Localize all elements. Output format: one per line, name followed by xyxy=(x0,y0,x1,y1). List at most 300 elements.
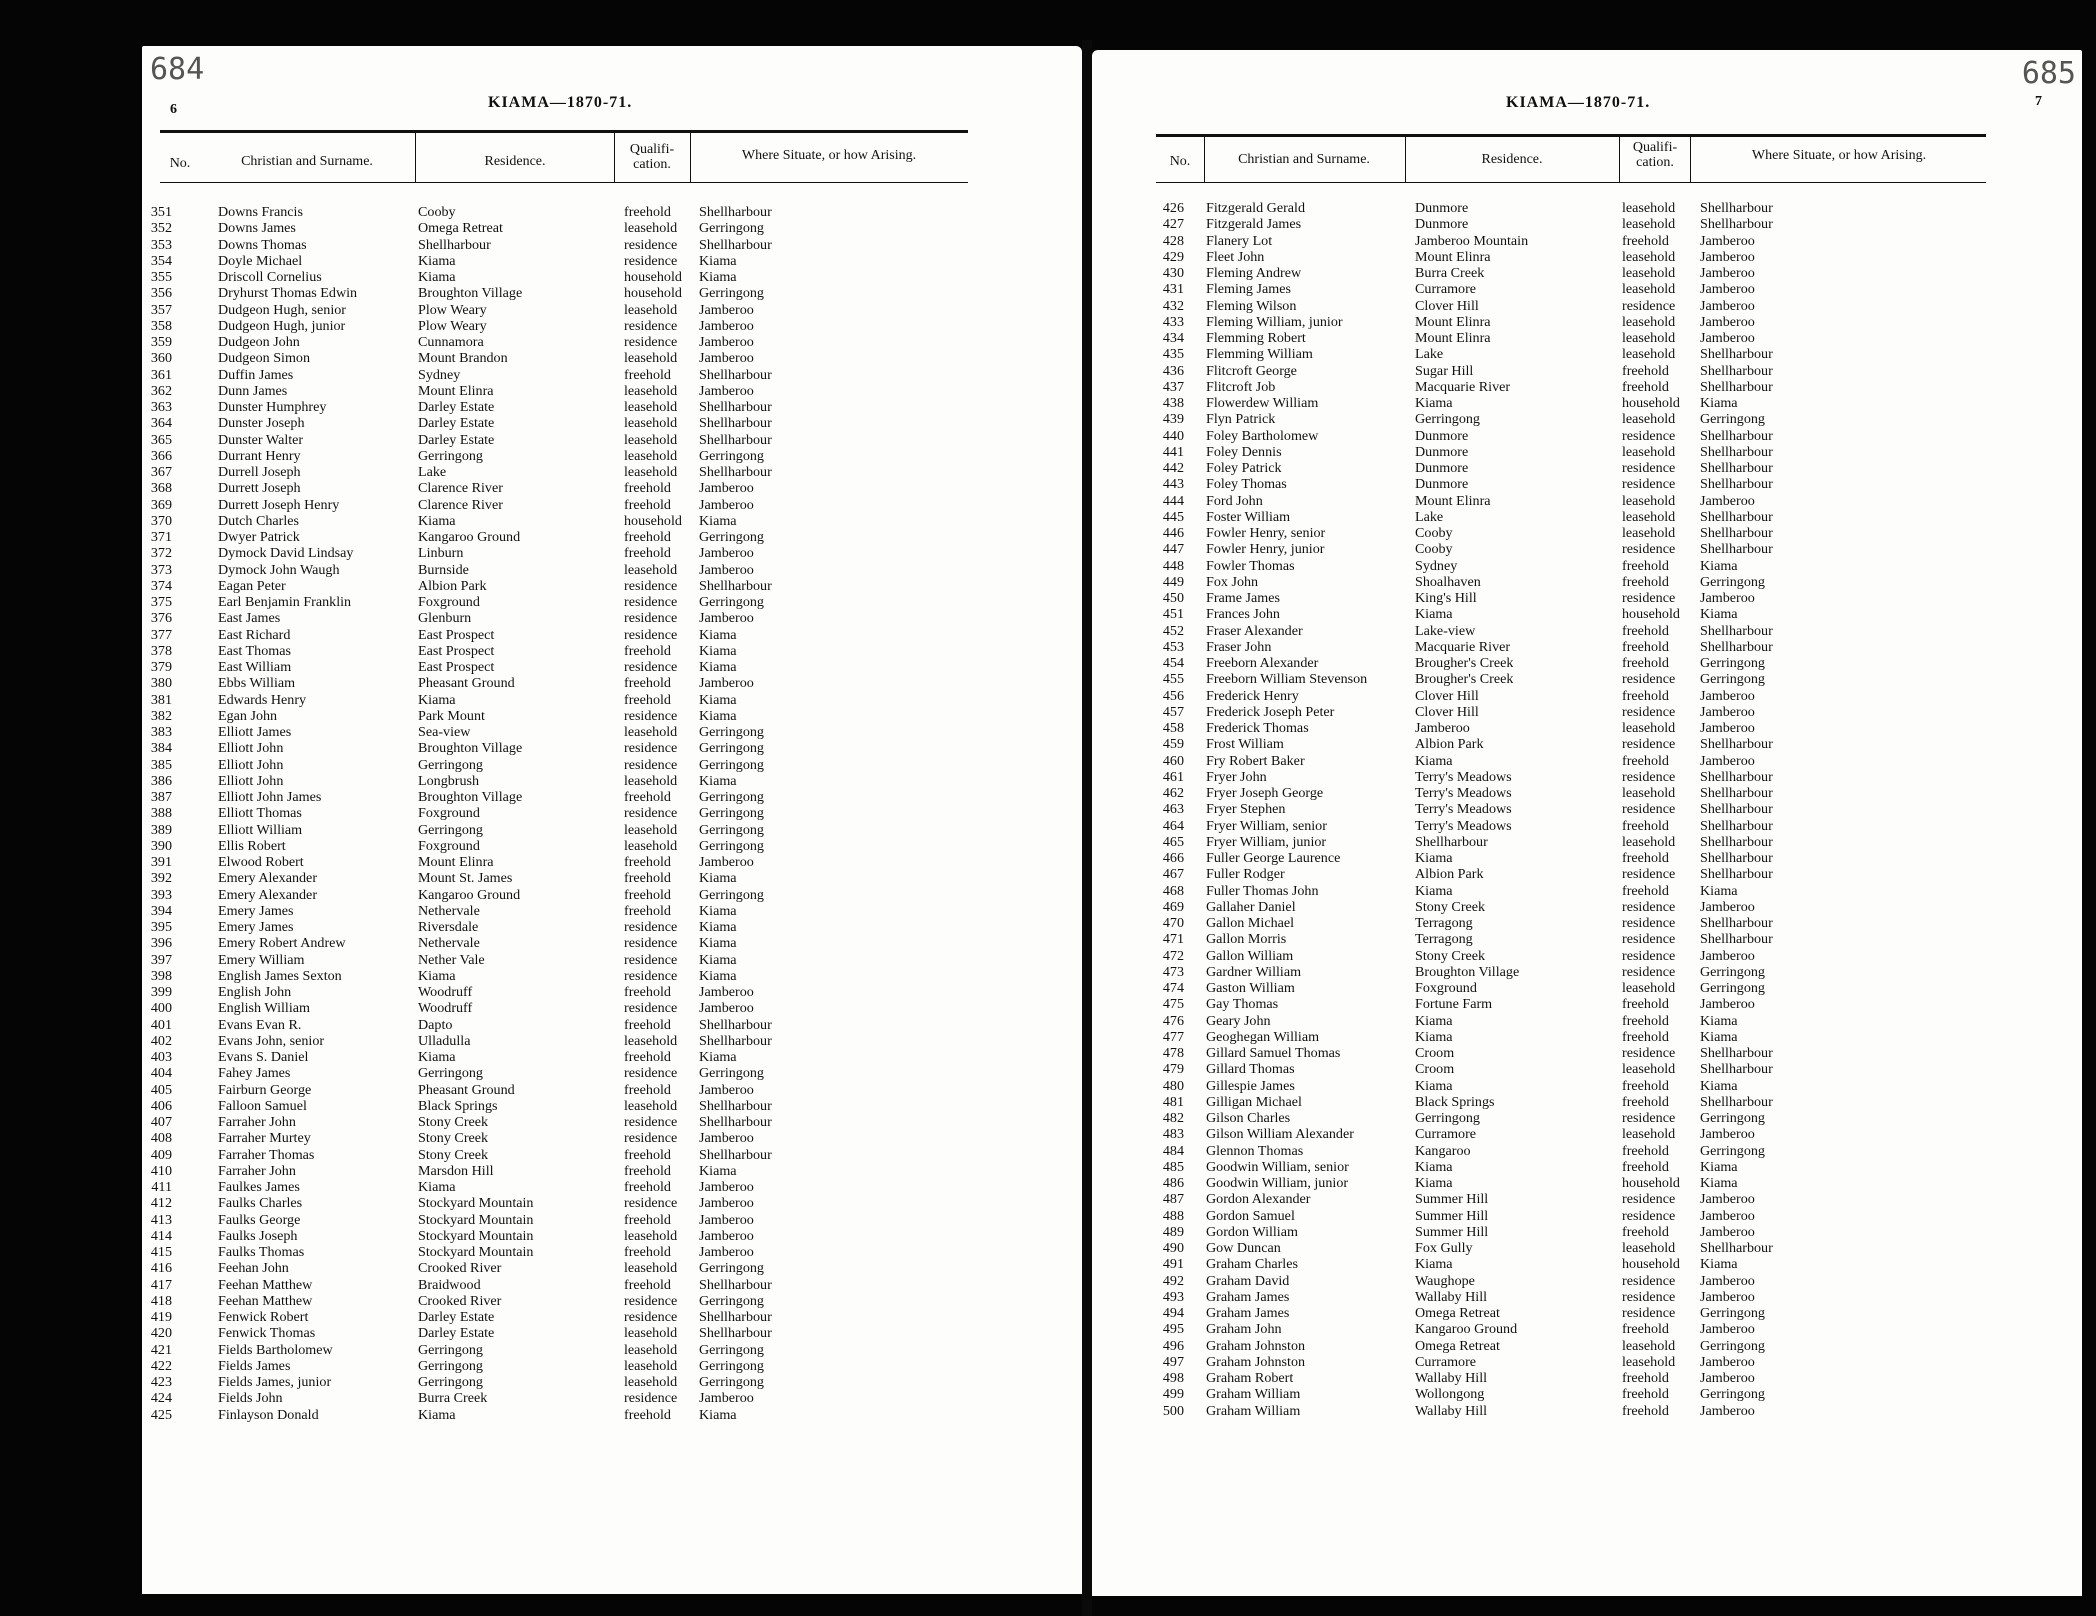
row-where: Shellharbour xyxy=(699,399,772,415)
row-number: 469 xyxy=(1162,898,1184,915)
row-number: 354 xyxy=(150,252,172,269)
row-qualification: residence xyxy=(1622,671,1676,688)
row-name: Durrett Joseph xyxy=(218,480,301,497)
row-residence: Stony Creek xyxy=(418,1130,489,1147)
row-number: 385 xyxy=(150,756,172,773)
row-number: 409 xyxy=(150,1146,172,1163)
row-residence: Dapto xyxy=(418,1016,453,1033)
row-name: Duffin James xyxy=(218,366,294,383)
row-name: Frederick Thomas xyxy=(1206,720,1309,736)
row-name: Gallon Michael xyxy=(1206,915,1295,931)
row-number: 412 xyxy=(150,1195,172,1212)
row-qualification: residence xyxy=(624,740,678,757)
row-where: Gerringong xyxy=(1700,1110,1765,1126)
row-name: Durrell Joseph xyxy=(218,464,301,480)
row-name: Dwyer Patrick xyxy=(218,529,300,545)
row-qualification: household xyxy=(624,269,682,285)
row-number: 404 xyxy=(150,1065,172,1082)
row-name: Fields James, junior xyxy=(218,1374,332,1390)
row-residence: Mount St. James xyxy=(418,870,513,887)
row-name: Flowerdew William xyxy=(1206,395,1319,411)
row-where: Gerringong xyxy=(1700,411,1765,428)
row-where: Kiama xyxy=(1700,557,1738,574)
row-name: Fowler Henry, junior xyxy=(1206,541,1325,558)
row-number: 462 xyxy=(1162,785,1184,801)
row-number: 454 xyxy=(1162,655,1184,671)
header-qualification: Qualifi- cation. xyxy=(629,142,675,172)
row-residence: Gerringong xyxy=(418,1341,483,1358)
row-name: Doyle Michael xyxy=(218,252,303,269)
row-name: Fields James xyxy=(218,1357,291,1374)
row-number: 486 xyxy=(1162,1175,1184,1191)
row-qualification: residence xyxy=(624,951,678,968)
row-name: Dudgeon Simon xyxy=(218,350,311,367)
header-where: Where Situate, or how Arising. xyxy=(741,148,917,163)
row-name: Fenwick Robert xyxy=(218,1309,309,1325)
row-qualification: freehold xyxy=(624,886,671,903)
row-name: Downs Thomas xyxy=(218,236,307,253)
table-row xyxy=(142,399,1082,415)
row-qualification: freehold xyxy=(624,1276,671,1293)
row-residence: Croom xyxy=(1415,1061,1455,1078)
row-where: Shellharbour xyxy=(1700,443,1773,460)
row-where: Shellharbour xyxy=(699,415,772,432)
row-name: Fairburn George xyxy=(218,1081,312,1098)
table-row xyxy=(142,1195,1082,1211)
row-name: Emery William xyxy=(218,951,305,968)
row-number: 452 xyxy=(1162,622,1184,639)
table-row xyxy=(1092,216,2082,232)
table-row xyxy=(1092,623,2082,639)
row-name: Frost William xyxy=(1206,736,1284,753)
table-row xyxy=(142,903,1082,919)
row-qualification: leasehold xyxy=(1622,1240,1676,1256)
row-qualification: leasehold xyxy=(624,1341,678,1358)
row-qualification: household xyxy=(1622,395,1680,411)
table-row xyxy=(142,204,1082,220)
row-name: Flyn Patrick xyxy=(1206,411,1276,428)
row-residence: Kiama xyxy=(418,1179,456,1195)
table-row xyxy=(1092,736,2082,752)
table-row xyxy=(1092,590,2082,606)
row-where: Shellharbour xyxy=(1700,1240,1773,1256)
row-name: Gallaher Daniel xyxy=(1206,898,1296,915)
row-name: Elliott John xyxy=(218,772,284,789)
row-residence: Kiama xyxy=(418,691,456,708)
row-name: Fields Bartholomew xyxy=(218,1341,333,1358)
row-number: 445 xyxy=(1162,508,1184,525)
row-residence: Linburn xyxy=(418,545,464,562)
row-number: 494 xyxy=(1162,1305,1184,1321)
row-residence: Mount Elinra xyxy=(1415,313,1491,330)
row-residence: Wallaby Hill xyxy=(1415,1288,1488,1305)
row-residence: Clover Hill xyxy=(1415,703,1479,720)
row-where: Shellharbour xyxy=(699,1309,772,1325)
row-qualification: residence xyxy=(624,594,678,610)
table-row xyxy=(142,919,1082,935)
row-number: 430 xyxy=(1162,265,1184,281)
row-where: Jamberoo xyxy=(699,496,754,513)
right-page xyxy=(1092,50,2082,1596)
table-row xyxy=(142,1163,1082,1179)
row-number: 414 xyxy=(150,1227,172,1244)
row-residence: Riversdale xyxy=(418,919,479,935)
row-name: Fowler Thomas xyxy=(1206,557,1295,574)
left-page xyxy=(142,46,1082,1594)
row-number: 353 xyxy=(150,236,172,253)
table-row xyxy=(1092,606,2082,622)
table-row xyxy=(1092,1078,2082,1094)
row-where: Shellharbour xyxy=(1700,736,1773,753)
row-residence: Broughton Village xyxy=(418,740,523,757)
row-where: Jamberoo xyxy=(699,1211,754,1228)
row-name: Evans Evan R. xyxy=(218,1016,302,1033)
row-qualification: residence xyxy=(624,1130,678,1147)
row-qualification: residence xyxy=(1622,1272,1676,1289)
row-qualification: freehold xyxy=(1622,1028,1669,1045)
row-number: 464 xyxy=(1162,817,1184,834)
row-where: Shellharbour xyxy=(1700,541,1773,558)
table-row xyxy=(1092,411,2082,427)
header-bottom-rule xyxy=(1156,182,1986,183)
row-residence: Fortune Farm xyxy=(1415,996,1493,1013)
row-name: Fox John xyxy=(1206,573,1259,590)
row-where: Gerringong xyxy=(1700,1305,1765,1321)
row-qualification: leasehold xyxy=(1622,833,1676,850)
row-qualification: household xyxy=(624,285,682,302)
row-where: Jamberoo xyxy=(699,480,754,497)
row-name: Eagan Peter xyxy=(218,577,286,594)
table-row xyxy=(142,237,1082,253)
row-name: Elliott Thomas xyxy=(218,805,302,822)
row-residence: Curramore xyxy=(1415,281,1477,298)
right-page-number: 7 xyxy=(2035,94,2042,109)
row-number: 468 xyxy=(1162,882,1184,899)
row-name: Gow Duncan xyxy=(1206,1240,1281,1256)
book-spine xyxy=(1082,40,1092,1616)
row-number: 406 xyxy=(150,1097,172,1114)
row-number: 483 xyxy=(1162,1126,1184,1143)
table-row xyxy=(142,432,1082,448)
table-row xyxy=(142,367,1082,383)
row-qualification: freehold xyxy=(624,675,671,692)
row-number: 423 xyxy=(150,1374,172,1390)
row-qualification: freehold xyxy=(624,1211,671,1228)
row-qualification: freehold xyxy=(1622,1077,1669,1094)
row-number: 418 xyxy=(150,1292,172,1309)
row-name: Goodwin William, senior xyxy=(1206,1158,1349,1175)
row-qualification: leasehold xyxy=(1622,1337,1676,1354)
row-where: Shellharbour xyxy=(699,1016,772,1033)
table-row xyxy=(142,724,1082,740)
row-number: 426 xyxy=(1162,200,1184,216)
row-residence: Gerringong xyxy=(418,756,483,773)
row-number: 410 xyxy=(150,1162,172,1179)
row-residence: Pheasant Ground xyxy=(418,1081,515,1098)
row-where: Gerringong xyxy=(699,1374,764,1390)
row-where: Shellharbour xyxy=(699,1146,772,1163)
row-qualification: freehold xyxy=(1622,817,1669,834)
row-number: 364 xyxy=(150,415,172,432)
row-number: 496 xyxy=(1162,1337,1184,1354)
row-qualification: residence xyxy=(624,317,678,334)
row-where: Gerringong xyxy=(1700,671,1765,688)
row-number: 424 xyxy=(150,1390,172,1407)
row-qualification: freehold xyxy=(1622,687,1669,704)
row-residence: Jamberoo xyxy=(1415,720,1470,736)
row-qualification: leasehold xyxy=(1622,330,1676,346)
header-no: No. xyxy=(169,156,191,171)
table-row xyxy=(1092,785,2082,801)
row-residence: King's Hill xyxy=(1415,590,1477,606)
row-qualification: leasehold xyxy=(624,837,678,854)
row-qualification: freehold xyxy=(1622,1093,1669,1110)
row-residence: Kiama xyxy=(418,269,456,285)
row-where: Kiama xyxy=(1700,882,1738,899)
row-qualification: freehold xyxy=(1622,1402,1669,1419)
row-qualification: leasehold xyxy=(624,464,678,480)
row-name: Graham William xyxy=(1206,1386,1301,1403)
row-name: Falloon Samuel xyxy=(218,1097,307,1114)
row-qualification: residence xyxy=(624,1390,678,1407)
row-where: Kiama xyxy=(1700,1028,1738,1045)
table-row xyxy=(1092,1354,2082,1370)
table-row xyxy=(142,545,1082,561)
row-number: 363 xyxy=(150,399,172,415)
row-name: Fuller Rodger xyxy=(1206,866,1285,883)
row-qualification: freehold xyxy=(624,642,671,659)
row-name: Faulkes James xyxy=(218,1179,300,1195)
table-row xyxy=(1092,525,2082,541)
row-residence: Gerringong xyxy=(1415,411,1480,428)
row-number: 355 xyxy=(150,269,172,285)
row-where: Gerringong xyxy=(699,1065,764,1082)
table-row xyxy=(1092,688,2082,704)
row-number: 492 xyxy=(1162,1272,1184,1289)
row-residence: Lake-view xyxy=(1415,622,1476,639)
row-where: Jamberoo xyxy=(1700,265,1755,281)
table-row xyxy=(142,334,1082,350)
row-qualification: freehold xyxy=(624,1049,671,1065)
row-where: Gerringong xyxy=(699,837,764,854)
row-qualification: residence xyxy=(624,1114,678,1130)
row-name: Frederick Joseph Peter xyxy=(1206,703,1335,720)
row-name: Fitzgerald Gerald xyxy=(1206,200,1306,216)
row-where: Kiama xyxy=(699,967,737,984)
row-where: Shellharbour xyxy=(1700,1061,1773,1078)
row-qualification: freehold xyxy=(1622,378,1669,395)
row-name: Flitcroft George xyxy=(1206,362,1297,379)
row-qualification: freehold xyxy=(1622,996,1669,1013)
row-residence: Plow Weary xyxy=(418,317,487,334)
right-page-title: KIAMA—1870-71. xyxy=(1506,94,1651,111)
row-residence: Ulladulla xyxy=(418,1032,471,1049)
row-name: Flanery Lot xyxy=(1206,232,1273,249)
row-qualification: residence xyxy=(624,805,678,822)
table-row xyxy=(1092,720,2082,736)
row-name: Gilligan Michael xyxy=(1206,1093,1302,1110)
table-row xyxy=(1092,948,2082,964)
table-row xyxy=(142,350,1082,366)
row-number: 386 xyxy=(150,772,172,789)
row-residence: Park Mount xyxy=(418,707,485,724)
row-residence: Burra Creek xyxy=(418,1390,488,1407)
table-row xyxy=(1092,850,2082,866)
row-number: 393 xyxy=(150,886,172,903)
row-name: Fryer Stephen xyxy=(1206,801,1286,818)
row-name: Farraher Thomas xyxy=(218,1146,315,1163)
row-where: Shellharbour xyxy=(699,1325,772,1342)
row-qualification: residence xyxy=(1622,915,1676,931)
table-row xyxy=(142,302,1082,318)
row-qualification: freehold xyxy=(1622,557,1669,574)
row-where: Jamberoo xyxy=(1700,1321,1755,1338)
row-name: Gillespie James xyxy=(1206,1077,1295,1094)
row-where: Gerringong xyxy=(699,1341,764,1358)
row-where: Kiama xyxy=(699,951,737,968)
row-where: Jamberoo xyxy=(699,545,754,562)
row-residence: Kiama xyxy=(1415,395,1453,411)
row-number: 399 xyxy=(150,984,172,1000)
row-residence: Croom xyxy=(1415,1045,1455,1061)
row-name: Graham David xyxy=(1206,1272,1290,1289)
row-residence: Sugar Hill xyxy=(1415,362,1474,379)
row-number: 478 xyxy=(1162,1045,1184,1061)
row-residence: Braidwood xyxy=(418,1276,481,1293)
table-row xyxy=(142,870,1082,886)
header-top-rule xyxy=(160,130,968,133)
row-qualification: residence xyxy=(1622,736,1676,753)
row-name: Graham William xyxy=(1206,1402,1301,1419)
row-name: Dudgeon John xyxy=(218,334,300,350)
row-number: 420 xyxy=(150,1325,172,1342)
row-qualification: freehold xyxy=(1622,1223,1669,1240)
table-row xyxy=(1092,1256,2082,1272)
header-where: Where Situate, or how Arising. xyxy=(1751,148,1927,163)
row-number: 358 xyxy=(150,317,172,334)
row-number: 432 xyxy=(1162,297,1184,314)
row-name: Foley Dennis xyxy=(1206,443,1282,460)
row-residence: Terry's Meadows xyxy=(1415,801,1512,818)
row-where: Jamberoo xyxy=(699,610,754,627)
row-number: 466 xyxy=(1162,850,1184,866)
table-row xyxy=(142,708,1082,724)
table-row xyxy=(142,1325,1082,1341)
table-row xyxy=(142,383,1082,399)
row-name: Fryer John xyxy=(1206,768,1267,785)
row-number: 359 xyxy=(150,334,172,350)
row-residence: Clover Hill xyxy=(1415,297,1479,314)
row-name: Frederick Henry xyxy=(1206,687,1299,704)
row-qualification: leasehold xyxy=(624,350,678,367)
row-number: 461 xyxy=(1162,768,1184,785)
row-name: Gillard Samuel Thomas xyxy=(1206,1045,1341,1061)
row-where: Jamberoo xyxy=(699,1195,754,1212)
row-where: Kiama xyxy=(1700,606,1738,623)
row-name: Feehan Matthew xyxy=(218,1292,313,1309)
row-number: 489 xyxy=(1162,1223,1184,1240)
row-name: Graham James xyxy=(1206,1288,1290,1305)
table-row xyxy=(142,1374,1082,1390)
table-row xyxy=(1092,899,2082,915)
row-number: 373 xyxy=(150,561,172,578)
table-row xyxy=(1092,931,2082,947)
row-residence: Dunmore xyxy=(1415,443,1469,460)
row-where: Jamberoo xyxy=(699,984,754,1000)
row-where: Kiama xyxy=(699,1049,737,1065)
row-residence: Crooked River xyxy=(418,1292,502,1309)
row-number: 455 xyxy=(1162,671,1184,688)
row-where: Kiama xyxy=(1700,1077,1738,1094)
row-where: Jamberoo xyxy=(699,1244,754,1260)
row-residence: Kiama xyxy=(1415,606,1453,623)
table-row xyxy=(142,659,1082,675)
row-number: 378 xyxy=(150,642,172,659)
row-qualification: residence xyxy=(1622,1288,1676,1305)
row-qualification: leasehold xyxy=(624,772,678,789)
row-number: 411 xyxy=(151,1179,172,1195)
row-number: 435 xyxy=(1162,346,1184,363)
row-name: Faulks George xyxy=(218,1211,301,1228)
row-residence: Mount Elinra xyxy=(1415,248,1491,265)
row-name: Elliott William xyxy=(218,821,303,838)
row-residence: Gerringong xyxy=(418,821,483,838)
row-residence: Brougher's Creek xyxy=(1415,655,1514,671)
table-row xyxy=(142,952,1082,968)
row-qualification: household xyxy=(1622,1175,1680,1191)
row-where: Shellharbour xyxy=(1700,362,1773,379)
table-row xyxy=(1092,769,2082,785)
row-residence: Cooby xyxy=(418,204,456,220)
table-row xyxy=(142,1049,1082,1065)
row-qualification: freehold xyxy=(624,902,671,919)
row-qualification: leasehold xyxy=(624,220,678,237)
header-qualification: Qualifi- cation. xyxy=(1632,140,1678,170)
table-row xyxy=(142,415,1082,431)
row-residence: Dunmore xyxy=(1415,200,1469,216)
column-divider xyxy=(415,133,416,182)
row-name: Gordon Samuel xyxy=(1206,1207,1295,1224)
row-residence: Mount Brandon xyxy=(418,350,508,367)
row-number: 433 xyxy=(1162,313,1184,330)
row-where: Gerringong xyxy=(699,529,764,545)
row-name: Fuller Thomas John xyxy=(1206,882,1319,899)
table-row xyxy=(1092,1013,2082,1029)
table-row xyxy=(142,220,1082,236)
row-qualification: residence xyxy=(624,707,678,724)
table-row xyxy=(142,805,1082,821)
row-name: Emery Alexander xyxy=(218,886,318,903)
table-row xyxy=(1092,1273,2082,1289)
row-number: 396 xyxy=(150,935,172,952)
table-row xyxy=(142,838,1082,854)
table-row xyxy=(142,1098,1082,1114)
row-name: Ellis Robert xyxy=(218,837,286,854)
row-residence: Kiama xyxy=(1415,882,1453,899)
row-number: 490 xyxy=(1162,1240,1184,1256)
row-number: 442 xyxy=(1162,460,1184,476)
table-row xyxy=(142,529,1082,545)
row-name: Graham John xyxy=(1206,1321,1282,1338)
row-number: 394 xyxy=(150,902,172,919)
row-name: Graham Johnston xyxy=(1206,1353,1306,1370)
row-name: Fryer Joseph George xyxy=(1206,785,1324,801)
row-qualification: residence xyxy=(1622,801,1676,818)
row-residence: Black Springs xyxy=(1415,1093,1495,1110)
left-folio-number: 684 xyxy=(150,52,205,87)
row-qualification: leasehold xyxy=(1622,785,1676,801)
row-where: Jamberoo xyxy=(1700,590,1755,606)
